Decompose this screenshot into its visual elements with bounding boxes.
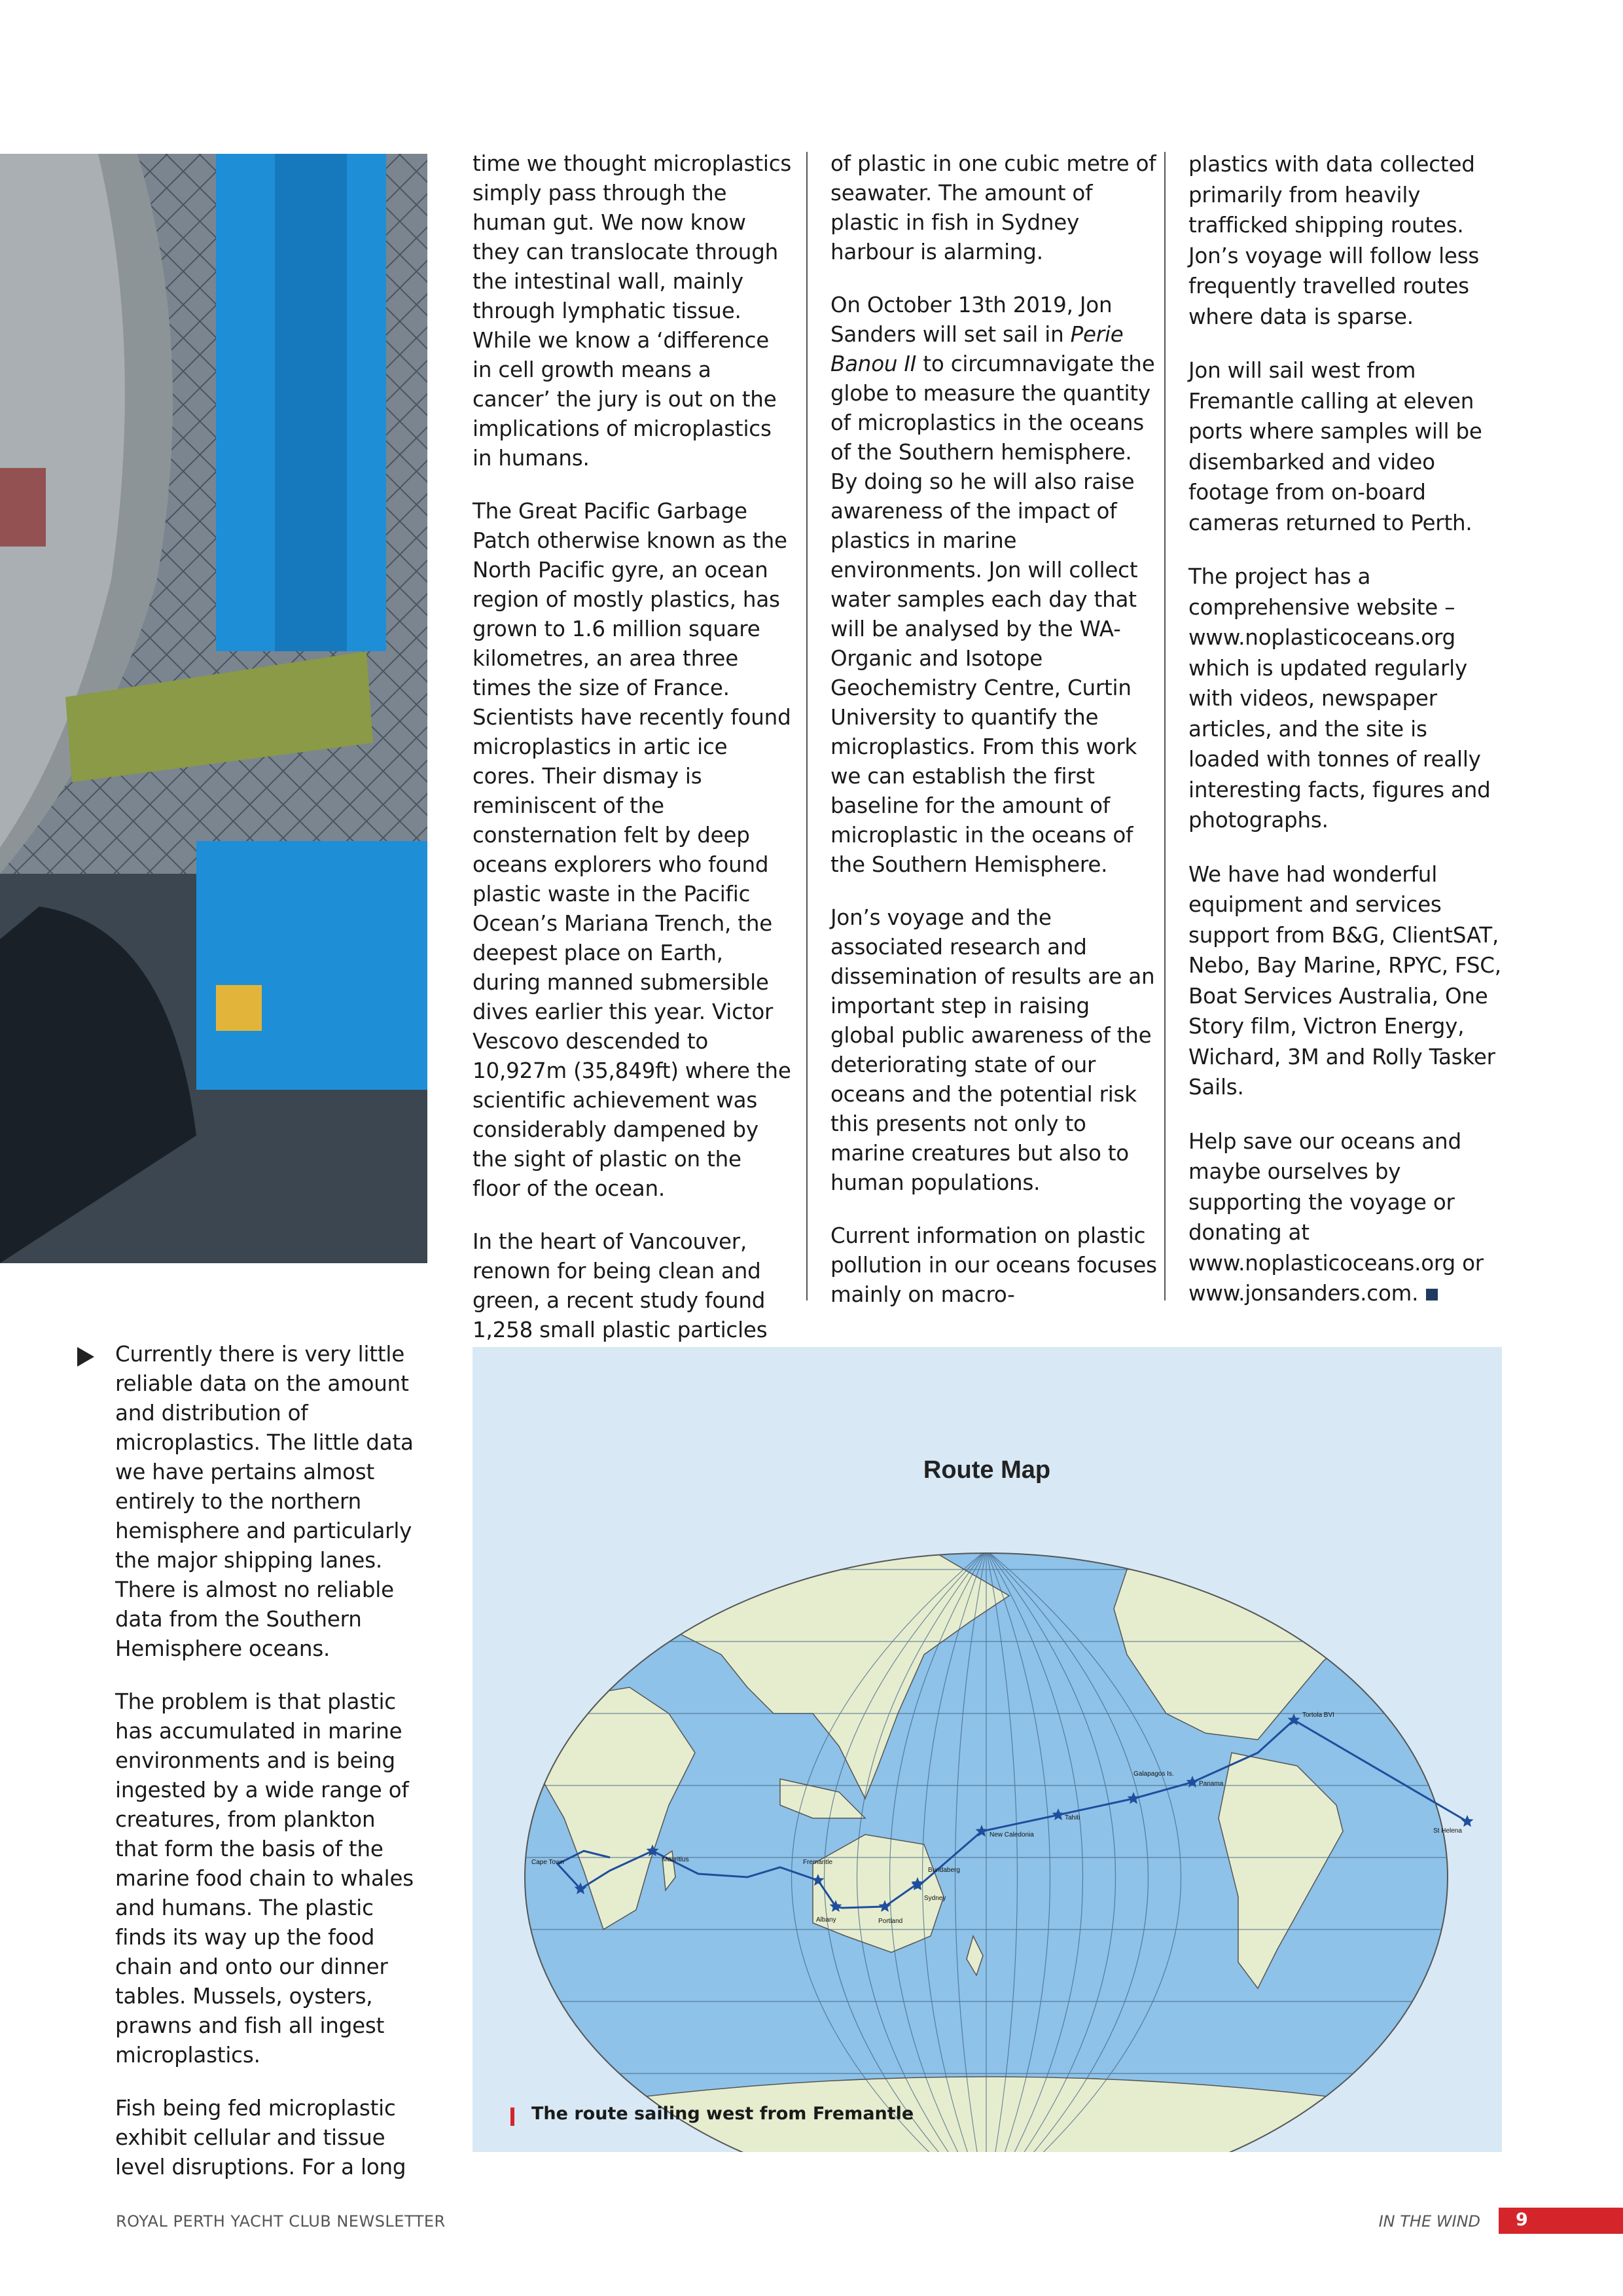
- section-name: IN THE WIND: [1378, 2212, 1480, 2231]
- col2-paragraph-3: Jon’s voyage and the associated research and dissemination of results are an important step in raising global public awareness of the deteriorating state of our oceans and the potential risk this presents not only to marine creatures but also to human populations.: [830, 905, 1155, 1195]
- caption-marker: [510, 2108, 514, 2126]
- page-number: 9: [1516, 2210, 1528, 2230]
- col2-paragraph-1: of plastic in one cubic metre of seawater. The amount of plastic in fish in Sydney harbour is alarming.: [830, 151, 1156, 264]
- port-label: St Helena: [1433, 1827, 1462, 1835]
- map-caption: The route sailing west from Fremantle: [531, 2104, 914, 2124]
- article-column-2: [830, 149, 1158, 1310]
- port-label: Portland: [878, 1918, 903, 1925]
- route-map: [473, 1347, 1502, 2152]
- col3-paragraph-2: Jon will sail west from Fremantle calling at eleven ports where samples will be disembarked and video footage from on-board cameras returned to Perth.: [1188, 358, 1482, 535]
- article-column-1: [473, 149, 793, 1345]
- col3-paragraph-3: The project has a comprehensive website – www.noplasticoceans.org which is updated regularly with videos, newspaper articles, and the site is loaded with tonnes of really interesting facts, figures and photographs.: [1188, 564, 1491, 833]
- port-label: Tahiti: [1065, 1814, 1080, 1821]
- left-paragraph-1: Currently there is very little reliable data on the amount and distribution of microplastics. The little data we have pertains almost entirely to the northern hemisphere and particularly the major shipping lanes. There is almost no reliable data from the Southern Hemisphere oceans.: [115, 1342, 414, 1661]
- end-of-article-mark: [1426, 1289, 1438, 1300]
- boat-name: Perie Banou II: [830, 322, 1124, 376]
- yacht-rudder-photo: [0, 154, 427, 1263]
- port-label: New Caledonia: [990, 1831, 1034, 1839]
- bullet-arrow-icon: [77, 1347, 94, 1367]
- port-label: Bundaberg: [928, 1867, 960, 1874]
- port-label: Mauritius: [662, 1856, 689, 1863]
- port-label: Galapagos Is.: [1133, 1770, 1174, 1778]
- col1-paragraph-2: The Great Pacific Garbage Patch otherwise known as the North Pacific gyre, an ocean region of mostly plastics, has grown to 1.6 million square kilometres, an area three times the size of France. Scientists have recently found microplastics in artic ice cores. Their dismay is reminiscent of the consternation felt by deep oceans explorers who found plastic waste in the Pacific Ocean’s Mariana Trench, the deepest place on Earth, during manned submersible dives earlier this year. Victor Vescovo descended to 10,927m (35,849ft) where the scientific achievement was considerably dampened by the sight of plastic on the floor of the ocean.: [473, 499, 791, 1201]
- article-column-left: [115, 1340, 423, 2182]
- port-label: Albany: [816, 1916, 836, 1924]
- col2-p2-text-b: to circumnavigate the globe to measure the quantity of microplastics in the oceans of the Southern hemisphere. By doing so he will also raise awareness of the impact of plastics in marine environments. Jon will collect water samples each day that will be analysed by the WA-Organic and Isotope Geochemistry Centre, Curtin University to quantify the microplastics. From this work we can establish the first baseline for the amount of microplastic in the oceans of the Southern Hemisphere.: [830, 351, 1155, 877]
- column-divider: [806, 152, 808, 1300]
- map-title: Route Map: [923, 1456, 1051, 1484]
- port-label: Cape Town: [531, 1859, 564, 1866]
- article-column-3: [1188, 149, 1503, 1309]
- col3-paragraph-1: plastics with data collected primarily from heavily trafficked shipping routes. Jon’s voyage will follow less frequently travelled routes where data is sparse.: [1188, 152, 1480, 329]
- left-paragraph-2: The problem is that plastic has accumulated in marine environments and is being ingested by a wide range of creatures, from plankton that form the basis of the marine food chain to whales and humans. The plastic finds its way up the food chain and onto our dinner tables. Mussels, oysters, prawns and fish all ingest microplastics.: [115, 1689, 414, 2068]
- photo-illustration: [0, 154, 427, 1263]
- col2-paragraph-4: Current information on plastic pollution in our oceans focuses mainly on macro-: [830, 1223, 1157, 1307]
- port-star-marker: [1461, 1815, 1474, 1827]
- route-map-figure: [473, 1347, 1502, 2152]
- col3-p5-text: Help save our oceans and maybe ourselves by supporting the voyage or donating at www.noplasticoceans.org or www.jonsanders.com.: [1188, 1128, 1484, 1306]
- col3-paragraph-4: We have had wonderful equipment and services support from B&G, ClientSAT, Nebo, Bay Marine, RPYC, FSC, Boat Services Australia, One Story film, Victron Energy, Wichard, 3M and Rolly Tasker Sails.: [1188, 861, 1501, 1100]
- left-paragraph-3: Fish being fed microplastic exhibit cellular and tissue level disruptions. For a long: [115, 2096, 406, 2179]
- col1-paragraph-1: time we thought microplastics simply pass through the human gut. We now know they can translocate through the intestinal wall, mainly through lymphatic tissue. While we know a ‘difference in cell growth means a cancer’ the jury is out on the implications of microplastics in humans.: [473, 151, 792, 471]
- port-label: Fremantle: [803, 1859, 833, 1866]
- port-label: Sydney: [924, 1895, 946, 1902]
- col1-paragraph-3: In the heart of Vancouver, renown for being clean and green, a recent study found 1,258 small plastic particles: [473, 1229, 768, 1342]
- col2-paragraph-2: [830, 291, 1158, 880]
- col3-paragraph-5: [1188, 1126, 1503, 1309]
- col2-p2-text-a: On October 13th 2019, Jon Sanders will set sail in: [830, 293, 1113, 347]
- newsletter-name: ROYAL PERTH YACHT CLUB NEWSLETTER: [116, 2212, 446, 2231]
- column-divider: [1164, 152, 1166, 1300]
- port-label: Panama: [1199, 1780, 1224, 1787]
- port-label: Tortola BVI: [1302, 1712, 1334, 1719]
